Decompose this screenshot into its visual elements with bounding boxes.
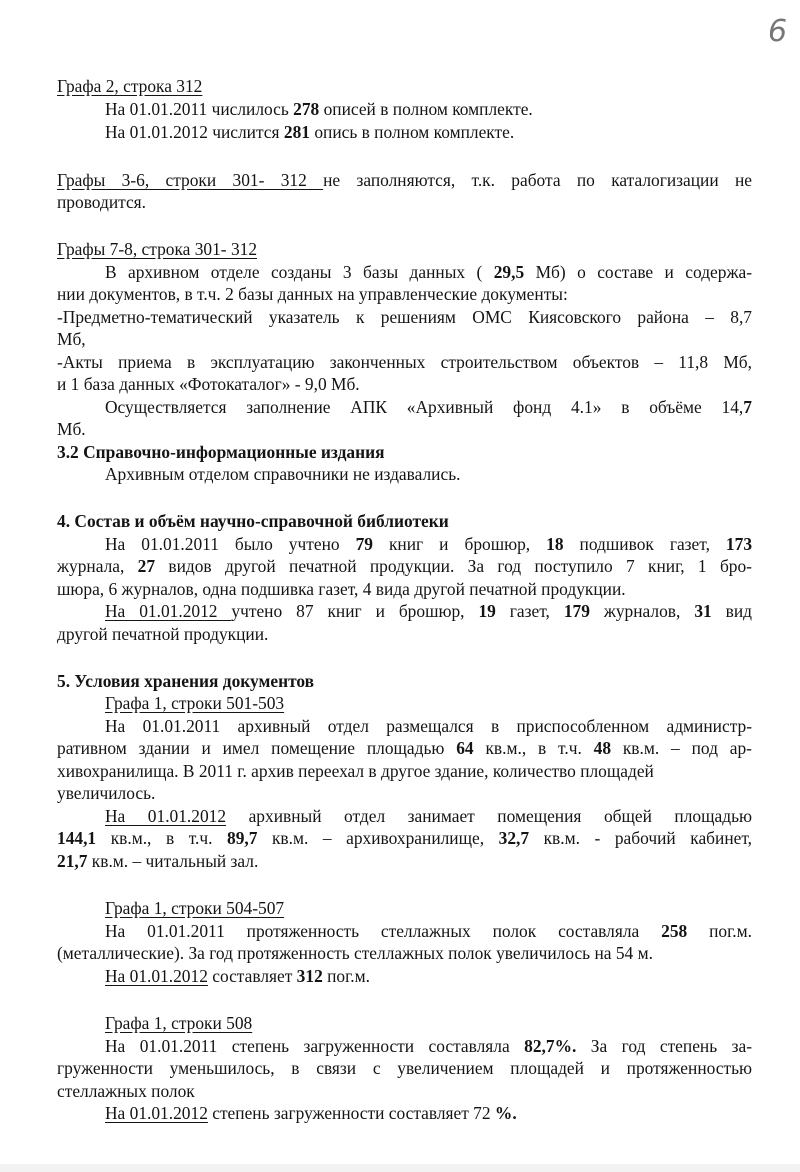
bold-value: 19: [478, 601, 496, 621]
text-run: кв.м. – читальный зал.: [87, 851, 259, 871]
bold-value: 3.2 Справочно-информационные издания: [57, 442, 385, 462]
text-run: На 01.01.2011 было учтено: [105, 534, 356, 554]
text-run: и 1 база данных «Фотокаталог» - 9,0 Мб.: [57, 374, 360, 394]
text-line: [105, 692, 752, 714]
bold-value: 64: [456, 738, 474, 758]
underlined-heading: Графа 1, строки 501-503: [105, 693, 285, 713]
handwritten-page-number: 6: [768, 14, 788, 49]
bold-value: 32,7: [498, 828, 530, 848]
text-run: проводится.: [57, 192, 147, 212]
text-line: [57, 328, 752, 350]
bold-value: 29,5: [493, 262, 525, 282]
underlined-heading: Графы 7-8, строка 301- 312: [57, 239, 258, 259]
text-run: За год степень за-: [576, 1036, 753, 1056]
text-run: журнала,: [57, 556, 138, 576]
underlined-heading: На 01.01.2012: [105, 601, 232, 621]
text-run: пог.м.: [322, 966, 370, 986]
text-run: На 01.01.2011 архивный отдел размещался в приспособленном администр-: [105, 716, 752, 736]
bold-value: 5. Условия хранения документов: [57, 671, 315, 691]
text-run: кв.м. – архивохранилище,: [257, 828, 499, 848]
text-line: [57, 351, 752, 373]
text-run: составляет: [207, 966, 297, 986]
text-line: [57, 283, 752, 305]
text-run: не заполняются, т.к. работа по каталогизации не: [323, 170, 752, 190]
text-run: ративном здании и имел помещение площадью: [57, 738, 457, 758]
text-line: [105, 1102, 752, 1124]
bold-value: 82,7%.: [524, 1036, 577, 1056]
text-line: [105, 98, 752, 120]
text-line: [105, 533, 752, 555]
text-line: [57, 827, 752, 849]
text-line: [57, 191, 752, 213]
bold-value: 27: [137, 556, 156, 576]
bold-value: 312: [296, 966, 323, 986]
underlined-heading: На 01.01.2012: [105, 966, 208, 986]
text-run: груженности уменьшилось, в связи с увеличением площадей и протяженностью: [57, 1058, 752, 1078]
text-line: [105, 1035, 752, 1057]
text-line: [57, 510, 752, 532]
bold-value: 281: [283, 122, 310, 142]
bold-value: 144,1: [57, 828, 97, 848]
text-run: книг и брошюр,: [372, 534, 547, 554]
bold-value: 18: [546, 534, 564, 554]
text-run: другой печатной продукции.: [57, 624, 269, 644]
text-run: На 01.01.2012 числится: [105, 122, 284, 142]
text-line: [105, 463, 752, 485]
bold-value: 89,7: [227, 828, 258, 848]
text-line: [57, 578, 752, 600]
text-run: пог.м.: [687, 921, 752, 941]
text-line: [57, 670, 752, 692]
text-line: [105, 1012, 752, 1034]
text-line: [105, 897, 752, 919]
bold-value: 21,7: [57, 851, 88, 871]
text-line: [57, 238, 752, 260]
text-run: На 01.01.2011 степень загруженности составляла: [105, 1036, 525, 1056]
text-line: [57, 306, 752, 328]
text-run: вид: [711, 601, 753, 621]
text-line: [105, 396, 752, 418]
underlined-heading: Графа 2, строка 312: [57, 76, 203, 96]
text-line: [57, 782, 752, 804]
text-run: газет,: [495, 601, 564, 621]
underlined-heading: Графа 1, строки 508: [105, 1013, 253, 1033]
text-line: [57, 169, 752, 191]
text-run: На 01.01.2011 протяженность стеллажных полок составляла: [105, 921, 662, 941]
bold-value: 173: [725, 534, 753, 554]
text-line: [105, 920, 752, 942]
text-run: нии документов, в т.ч. 2 базы данных на управленческие документы:: [57, 284, 568, 304]
text-run: стеллажных полок: [57, 1081, 195, 1101]
text-run: кв.м. - рабочий кабинет,: [529, 828, 752, 848]
text-run: В архивном отделе созданы 3 базы данных (: [105, 262, 494, 282]
text-run: Мб,: [57, 329, 86, 349]
text-line: [57, 623, 752, 645]
text-run: журналов,: [589, 601, 695, 621]
text-line: [57, 441, 752, 463]
text-run: Осуществляется заполнение АПК «Архивный фонд 4.1» в объёме 14,: [105, 397, 744, 417]
text-run: видов другой печатной продукции. За год поступило 7 книг, 1 бро-: [155, 556, 752, 576]
text-run: Мб.: [57, 419, 86, 439]
scan-edge: [0, 1164, 800, 1172]
text-line: [57, 850, 752, 872]
text-run: архивный отдел занимает помещения общей площадью: [226, 806, 752, 826]
bold-value: 31: [694, 601, 712, 621]
underlined-heading: Графы 3-6, строки 301- 312: [57, 170, 324, 190]
text-run: описей в полном комплекте.: [319, 99, 533, 119]
text-run: Архивным отделом справочники не издавались.: [105, 464, 461, 484]
text-line: [57, 760, 752, 782]
text-run: подшивок газет,: [563, 534, 726, 554]
bold-value: 4. Состав и объём научно-справочной библиотеки: [57, 511, 449, 531]
text-run: хивохранилища. В 2011 г. архив переехал в другое здание, количество площадей: [57, 761, 654, 781]
text-line: [105, 715, 752, 737]
text-run: опись в полном комплекте.: [309, 122, 515, 142]
bold-value: 7: [743, 397, 752, 417]
underlined-heading: На 01.01.2012: [105, 806, 227, 826]
bold-value: 278: [293, 99, 320, 119]
text-run: шюра, 6 журналов, одна подшивка газет, 4 вида другой печатной продукции.: [57, 579, 626, 599]
bold-value: 79: [355, 534, 373, 554]
bold-value: %.: [494, 1103, 517, 1123]
text-run: На 01.01.2011 числилось: [105, 99, 294, 119]
text-line: [57, 555, 752, 577]
underlined-heading: Графа 1, строки 504-507: [105, 898, 285, 918]
text-line: [57, 373, 752, 395]
text-line: [57, 418, 752, 440]
text-run: Мб) о составе и содержа-: [524, 262, 752, 282]
text-run: кв.м., в т.ч.: [96, 828, 227, 848]
underlined-heading: На 01.01.2012: [105, 1103, 208, 1123]
text-line: [57, 737, 752, 759]
text-line: [105, 965, 752, 987]
text-run: (металлические). За год протяженность стеллажных полок увеличилось на 54 м.: [57, 943, 653, 963]
text-run: кв.м. – под ар-: [611, 738, 752, 758]
text-line: [105, 600, 752, 622]
bold-value: 179: [563, 601, 590, 621]
text-run: учтено 87 книг и брошюр,: [231, 601, 479, 621]
text-line: [57, 75, 752, 97]
text-run: -Акты приема в эксплуатацию законченных строительством объектов – 11,8 Мб,: [57, 352, 752, 372]
text-run: кв.м., в т.ч.: [473, 738, 594, 758]
text-line: [105, 121, 752, 143]
text-line: [105, 261, 752, 283]
bold-value: 258: [661, 921, 688, 941]
text-line: [105, 805, 752, 827]
text-run: степень загруженности составляет 72: [207, 1103, 495, 1123]
text-line: [57, 1057, 752, 1079]
text-run: увеличилось.: [57, 783, 156, 803]
text-run: -Предметно-тематический указатель к решениям ОМС Киясовского района – 8,7: [57, 307, 752, 327]
text-line: [57, 1080, 752, 1102]
text-line: [57, 942, 752, 964]
bold-value: 48: [593, 738, 612, 758]
